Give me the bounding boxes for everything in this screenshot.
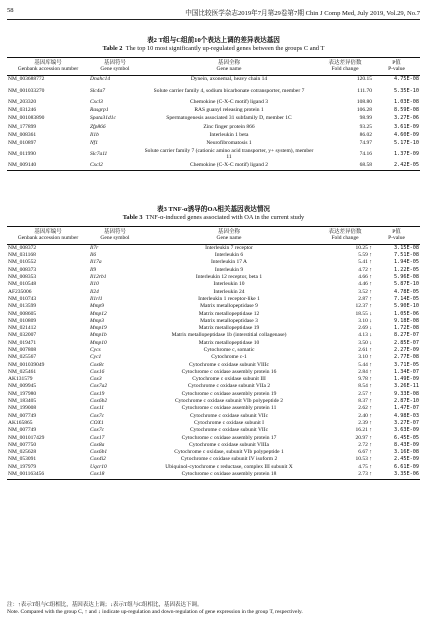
accession-cell: NM_203320 (8, 98, 37, 105)
table-row (7, 311, 420, 318)
gene-name-cell: Chemokine (C-X-C motif) ligand 2 (141, 162, 317, 171)
table-row (7, 140, 420, 148)
symbol-cell: Zfp866 (90, 123, 106, 130)
note-en: Note. Compared with the group C, ↑ and ↓ indicate up-regulation and down-regulation of gene expression in the group T, respectively. (7, 609, 303, 616)
symbol-cell: Il9 (90, 266, 97, 273)
gene-name-cell: Interleukin 6 (214, 252, 244, 259)
symbol-cell: Cox16 (90, 368, 105, 375)
table-note (7, 602, 420, 616)
gene-name-cell: Interleukin 1 beta (209, 131, 249, 138)
fold-change-cell: 106.28 (356, 106, 372, 113)
symbol-cell: COX1 (90, 419, 104, 426)
symbol-cell: Spata31d1c (90, 115, 116, 122)
table3-header (7, 227, 420, 245)
gene-name-cell: Cytochrome c oxidase assembly protein 17 (181, 434, 277, 441)
gene-name-cell: Matrix metallopeptidase 19 (198, 325, 260, 332)
gene-name-cell: Zinc finger protein 866 (203, 123, 255, 130)
table-row (7, 289, 420, 296)
table-row (7, 384, 420, 391)
gene-name-cell: Cytochrome c oxidase subunit III (192, 376, 266, 383)
symbol-cell: Slc4a7 (90, 87, 105, 94)
col-pvalue: P值 P-value (373, 227, 420, 245)
p-value-cell: 4.75E-08 (394, 76, 419, 83)
table-row (7, 98, 420, 106)
accession-cell: NM_001039049 (8, 361, 45, 368)
accession-cell: NM_007750 (8, 441, 37, 448)
accession-cell: NM_011990 (8, 151, 36, 158)
gene-name-cell: Chemokine (C-X-C motif) ligand 3 (190, 98, 268, 105)
fold-change-cell: 2.69 ↓ (358, 325, 372, 332)
symbol-cell: Il10 (90, 281, 99, 288)
table2-caption-zh: 表2 T组与C组前10个表达上调的差异表达基因 (147, 37, 280, 44)
fold-change-cell: 5.59 ↑ (358, 252, 372, 259)
fold-change-cell: 2.39 ↑ (358, 419, 372, 426)
symbol-cell: Mmp12 (90, 310, 107, 317)
gene-name-cell: Cytochrome c oxidase subunit VIb polypeptide 2 (174, 398, 284, 405)
accession-cell: NM_032007 (8, 332, 37, 339)
symbol-cell: Cox18 (89, 471, 141, 479)
symbol-cell: Il24 (90, 288, 99, 295)
col-accession: 基因库编号 Genbank accession number (7, 58, 89, 76)
fold-change-cell: 10.25 ↑ (355, 244, 372, 251)
table-row (7, 427, 420, 434)
col-fold: 表达差异倍数 Fold change (317, 227, 373, 245)
symbol-cell: Il1b (90, 131, 99, 138)
accession-cell: NM_007749 (8, 427, 37, 434)
symbol-cell: Cycs (90, 347, 101, 353)
symbol-cell: Il12rb1 (90, 274, 107, 281)
table2-caption-en (7, 45, 420, 53)
symbol-cell: Mmp10 (90, 339, 107, 346)
p-value-cell: 5.87E-10 (394, 281, 419, 288)
col-pvalue: P值 P-value (373, 58, 420, 76)
table3-caption (7, 206, 420, 222)
col-symbol: 基因符号 Gene symbol (89, 58, 141, 76)
fold-change-cell: 2.87 ↑ (358, 295, 372, 302)
table-row (7, 333, 420, 340)
accession-cell: NM_001033270 (8, 87, 45, 94)
fold-change-cell: 2.61 ↑ (358, 347, 372, 353)
table-row (7, 362, 420, 369)
accession-cell: NM_008361 (8, 131, 37, 138)
table-row (7, 281, 420, 288)
p-value-cell: 8.27E-07 (394, 332, 419, 339)
symbol-cell: Cox7a2 (90, 383, 108, 390)
col-fold: 表达差异倍数 Fold change (317, 58, 373, 76)
p-value-cell: 1.72E-08 (394, 325, 419, 332)
table-row (7, 354, 420, 361)
table-row (7, 76, 420, 85)
gene-name-cell: Matrix metallopeptidase 12 (198, 310, 260, 317)
symbol-cell: Slc7a11 (90, 151, 108, 158)
fold-change-cell: 16.21 ↑ (355, 427, 372, 434)
table-row (7, 245, 420, 253)
fold-change-cell: 120.15 (356, 76, 372, 83)
p-value-cell: 2.87E-10 (394, 398, 419, 405)
table-row (7, 435, 420, 442)
p-value-cell: 9.18E-08 (394, 317, 419, 324)
p-value-cell: 7.51E-08 (394, 252, 419, 259)
gene-name-cell: Interleukin 10 (213, 281, 245, 288)
fold-change-cell: 8.37 ↑ (358, 398, 372, 405)
symbol-cell: Uqcr10 (90, 463, 107, 470)
gene-name-cell: Matrix metallopeptidase 1b (interstitial collagenase) (171, 332, 287, 339)
p-value-cell: 6.61E-09 (394, 463, 419, 470)
fold-change-cell: 10.53 ↑ (355, 456, 372, 463)
page-header (7, 7, 420, 19)
symbol-cell: Mmp19 (90, 325, 107, 332)
symbol-cell: Il17a (90, 259, 102, 266)
accession-cell: NM_025461 (8, 368, 37, 375)
accession-cell: NM_031246 (8, 106, 37, 113)
p-value-cell: 9.33E-08 (394, 390, 419, 397)
p-value-cell: 7.14E-05 (394, 295, 419, 302)
symbol-cell: Cox8c (90, 361, 105, 368)
p-value-cell: 3.16E-08 (394, 449, 419, 456)
table-row (7, 471, 420, 479)
accession-cell: NM_010897 (8, 140, 37, 147)
col-name: 基因全称 Gene name (141, 58, 317, 76)
table2-caption (7, 37, 420, 53)
accession-cell: NM_009945 (8, 383, 37, 390)
accession-cell: NM_025628 (8, 449, 37, 456)
gene-name-cell: Interleukin 7 receptor (205, 244, 253, 251)
p-value-cell: 2.77E-08 (394, 354, 419, 361)
p-value-cell: 1.03E-08 (394, 98, 419, 105)
symbol-cell: Il6 (90, 252, 97, 259)
accession-cell: NM_183405 (8, 398, 37, 405)
p-value-cell: 3.15E-08 (394, 244, 419, 251)
gene-name-cell: Cytochrome c oxidase assembly protein 19 (181, 390, 277, 397)
p-value-cell: 5.90E-10 (394, 303, 419, 310)
symbol-cell: Mmp9 (90, 303, 105, 310)
accession-cell: NM_053091 (8, 456, 37, 463)
symbol-cell: Cxcl2 (89, 162, 141, 171)
p-value-cell: 4.78E-05 (394, 288, 419, 295)
accession-cell: NM_008372 (8, 244, 37, 251)
gene-name-cell: Cytochrome c oxidase assembly protein 16 (181, 368, 277, 375)
accession-cell: NM_019471 (8, 339, 37, 346)
p-value-cell: 1.05E-06 (394, 310, 419, 317)
table2-header (7, 58, 420, 76)
accession-cell: NM_007749 (8, 412, 37, 419)
accession-cell: NM_010809 (8, 317, 37, 324)
fold-change-cell: 3.50 ↓ (358, 339, 372, 346)
table3-label: Table 3 (122, 214, 143, 221)
p-value-cell: 5.35E-10 (394, 87, 419, 94)
table3-caption-en (7, 214, 420, 222)
fold-change-cell: 4.66 ↑ (358, 274, 372, 281)
table3 (7, 226, 420, 480)
symbol-cell: Cox8a (90, 441, 105, 448)
p-value-cell: 4.60E-09 (394, 131, 419, 138)
accession-cell: NM_008605 (8, 310, 37, 317)
fold-change-cell: 4.46 ↑ (358, 281, 372, 288)
fold-change-cell: 74.16 (359, 151, 372, 158)
accession-cell: AF235006 (8, 288, 32, 295)
table-row (7, 303, 420, 310)
p-value-cell: 1.22E-05 (394, 266, 419, 273)
accession-cell: NM_008373 (8, 266, 37, 273)
p-value-cell: 8.43E-09 (394, 441, 419, 448)
gene-name-cell: Solute carrier family 7 (cationic amino acid transporter, y+ system), member 11 (144, 148, 314, 161)
table2-body (7, 76, 420, 171)
gene-name-cell: Cytochrome c oxidase subunit VIIc (189, 412, 269, 419)
accession-cell: NM_197979 (8, 463, 37, 470)
p-value-cell: 3.27E-07 (394, 419, 419, 426)
table3-title: TNF-α-induced genes associated with OA in the current study (145, 214, 305, 221)
p-value-cell: 2.85E-07 (394, 339, 419, 346)
accession-cell: NM_199008 (8, 405, 37, 412)
p-value-cell: 1.49E-09 (394, 376, 419, 383)
symbol-cell: Il1rl1 (90, 295, 103, 302)
fold-change-cell: 4.13 ↓ (358, 332, 372, 339)
fold-change-cell: 111.70 (357, 87, 372, 94)
accession-cell: NM_010548 (8, 281, 37, 288)
accession-cell: NM_001083890 (8, 115, 45, 122)
accession-cell: NM_025567 (8, 354, 37, 361)
p-value-cell: 5.17E-10 (394, 140, 419, 147)
gene-name-cell: Cytochrome c oxidase subunit IV isoform 2 (180, 456, 278, 463)
fold-change-cell: 4.75 ↑ (358, 463, 372, 470)
accession-cell: NM_003688772 (8, 76, 45, 83)
gene-name-cell: Cytochrome c oxidase subunit I (194, 419, 264, 426)
fold-change-cell: 12.37 ↑ (355, 303, 372, 310)
gene-name-cell: Cytochrome c oxidase assembly protein 18 (141, 471, 317, 479)
fold-change-cell: 2.73 ↑ (317, 471, 373, 479)
symbol-cell: Cox7c (90, 427, 105, 434)
accession-cell: NM_013599 (8, 303, 37, 310)
accession-cell: NM_008353 (8, 274, 37, 281)
gene-name-cell: Interleukin 9 (214, 266, 244, 273)
p-value-cell: 3.63E-09 (394, 427, 419, 434)
p-value-cell: 4.98E-03 (394, 412, 419, 419)
table3-caption-zh: 表3 TNF-α诱导的OA相关基因表达情况 (156, 206, 271, 213)
accession-cell: NM_007808 (8, 347, 37, 353)
table-row (7, 260, 420, 267)
header-rule (7, 19, 420, 20)
symbol-cell: Mmp3 (90, 317, 105, 324)
col-name: 基因全称 Gene name (141, 227, 317, 245)
p-value-cell: 3.27E-06 (394, 115, 419, 122)
p-value-cell: 1.94E-05 (394, 259, 419, 266)
gene-name-cell: Cytochrome c, somatic (203, 347, 255, 353)
symbol-cell: Cox17 (90, 434, 105, 441)
p-value-cell: 3.35E-06 (373, 471, 420, 479)
fold-change-cell: 86.02 (359, 131, 372, 138)
accession-cell: NM_001017429 (8, 434, 45, 441)
accession-cell: NM_001163456 (7, 471, 89, 479)
p-value-cell: 5.96E-08 (394, 274, 419, 281)
symbol-cell: Cox6b2 (90, 398, 108, 405)
gene-name-cell: Ubiquinol-cytochrome c reductase, complex III subunit X (165, 463, 293, 470)
gene-name-cell: Cytochrome c oxidase subunit VIIc (189, 427, 269, 434)
gene-name-cell: Cytochrome c oxidase assembly protein 11 (181, 405, 277, 412)
table-row (7, 406, 420, 413)
symbol-cell: Cyc1 (90, 354, 102, 361)
p-value-cell: 6.45E-05 (394, 434, 419, 441)
accession-cell: NM_197980 (8, 390, 37, 397)
symbol-cell: Cox11 (90, 405, 104, 412)
table3-body (7, 245, 420, 480)
fold-change-cell: 8.54 ↑ (358, 383, 372, 390)
accession-cell: NM_010552 (8, 259, 37, 266)
accession-cell: NM_010743 (8, 295, 37, 302)
table-row (7, 84, 420, 98)
gene-name-cell: Matrix metallopeptidase 3 (200, 317, 258, 324)
symbol-cell: Cox19 (90, 390, 105, 397)
table-row (7, 131, 420, 139)
gene-name-cell: Cytochrome c oxidase subunit VIIIc (189, 361, 269, 368)
fold-change-cell: 20.97 ↑ (355, 434, 372, 441)
fold-change-cell: 2.40 ↑ (358, 412, 372, 419)
gene-name-cell: Matrix metallopeptidase 10 (198, 339, 260, 346)
fold-change-cell: 3.10 ↓ (358, 317, 372, 324)
accession-cell: NM_009140 (7, 162, 89, 171)
table2-title: The top 10 most significantly up-regulated genes between the groups C and T (125, 45, 325, 52)
p-value-cell: 3.71E-05 (394, 361, 419, 368)
gene-name-cell: Interleukin 1 receptor-like 1 (198, 295, 260, 302)
fold-change-cell: 3.10 ↑ (358, 354, 372, 361)
p-value-cell: 2.42E-05 (373, 162, 420, 171)
col-accession: 基因库编号 Genbank accession number (7, 227, 89, 245)
gene-name-cell: Spermatogenesis associated 31 subfamily D, member 1C (166, 115, 292, 122)
gene-name-cell: Cytochrome c oxidase subunit VIIIa (189, 441, 269, 448)
p-value-cell: 3.61E-09 (394, 123, 419, 130)
symbol-cell: Cox4i2 (90, 456, 106, 463)
fold-change-cell: 74.97 (359, 140, 372, 147)
fold-change-cell: 3.52 ↑ (358, 288, 372, 295)
symbol-cell: Rasgrp1 (90, 106, 109, 113)
gene-name-cell: RAS guanyl releasing protein 1 (194, 106, 264, 113)
gene-name-cell: Cytochrome c oxidase subunit VIIa 2 (187, 383, 271, 390)
table-row (7, 148, 420, 162)
fold-change-cell: 2.84 ↑ (358, 368, 372, 375)
table2 (7, 57, 420, 171)
table-row (7, 123, 420, 131)
fold-change-cell: 2.72 ↑ (358, 441, 372, 448)
page-number: 58 (7, 7, 14, 14)
fold-change-cell: 2.57 ↑ (358, 390, 372, 397)
fold-change-cell: 6.67 ↑ (358, 449, 372, 456)
gene-name-cell: Interleukin 24 (213, 288, 245, 295)
gene-name-cell: Cytochrome c oxidase, subunit VIb polypeptide 1 (174, 449, 284, 456)
accession-cell: AK131579 (8, 376, 33, 383)
symbol-cell: Cxcl3 (90, 98, 103, 105)
p-value-cell: 8.59E-08 (394, 106, 419, 113)
fold-change-cell: 108.80 (356, 98, 372, 105)
table-row (7, 457, 420, 464)
symbol-cell: Cox7c (90, 412, 105, 419)
col-symbol: 基因符号 Gene symbol (89, 227, 141, 245)
table2-label: Table 2 (102, 45, 123, 52)
fold-change-cell: 4.72 ↑ (358, 266, 372, 273)
gene-name-cell: Cytochrome c-1 (211, 354, 247, 361)
fold-change-cell: 9.78 ↑ (358, 376, 372, 383)
fold-change-cell: 68.58 (317, 162, 373, 171)
journal-title: 中国比较医学杂志2019年7月第29卷第7期 Chin J Comp Med, July 2019, Vol.29, No.7 (185, 10, 420, 17)
gene-name-cell: Interleukin 12 receptor, beta 1 (195, 274, 263, 281)
fold-change-cell: 93.25 (359, 123, 372, 130)
table-row (7, 107, 420, 115)
accession-cell: NM_177899 (8, 123, 37, 130)
gene-name-cell: Neurofibromatosis 1 (206, 140, 252, 147)
accession-cell: AK165865 (8, 419, 33, 426)
symbol-cell: Cox6b1 (90, 449, 108, 456)
fold-change-cell: 2.62 ↑ (358, 405, 372, 412)
p-value-cell: 1.34E-07 (394, 368, 419, 375)
symbol-cell: Cox3 (90, 376, 102, 383)
p-value-cell: 1.37E-09 (394, 151, 419, 158)
fold-change-cell: 98.99 (359, 115, 372, 122)
symbol-cell: Il7r (90, 244, 99, 251)
gene-name-cell: Matrix metallopeptidase 9 (200, 303, 258, 310)
symbol-cell: Dnahc14 (90, 76, 111, 83)
symbol-cell: Mmp1b (90, 332, 107, 339)
gene-name-cell: Dynein, axonemal, heavy chain 14 (190, 76, 268, 83)
accession-cell: NM_031168 (8, 252, 36, 259)
fold-change-cell: 5.44 ↑ (358, 361, 372, 368)
symbol-cell: Nf1 (90, 140, 98, 147)
p-value-cell: 3.26E-11 (394, 383, 419, 390)
fold-change-cell: 18.55 ↓ (355, 310, 372, 317)
table-row (7, 115, 420, 123)
table-row (7, 162, 420, 171)
accession-cell: NM_021412 (8, 325, 37, 332)
p-value-cell: 2.45E-09 (394, 456, 419, 463)
gene-name-cell: Interleukin 17 A (210, 259, 248, 266)
fold-change-cell: 5.41 ↑ (358, 259, 372, 266)
note-zh: 注：↑表示T组与C组相比，基因表达上调；↓表示T组与C组相比，基因表达下调。 (7, 602, 203, 608)
p-value-cell: 1.47E-07 (394, 405, 419, 412)
gene-name-cell: Solute carrier family 4, sodium bicarbonate cotransporter, member 7 (153, 87, 305, 94)
p-value-cell: 2.27E-09 (394, 347, 419, 353)
